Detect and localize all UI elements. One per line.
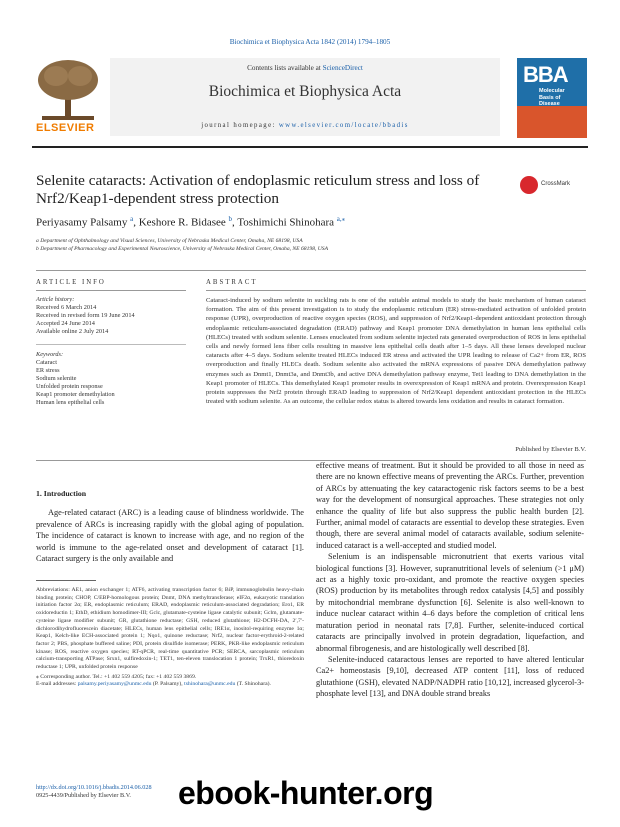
divider bbox=[206, 290, 586, 291]
elsevier-wordmark: ELSEVIER bbox=[36, 122, 95, 134]
homepage-prefix: journal homepage: bbox=[201, 122, 279, 129]
history-label: Article history: bbox=[36, 296, 75, 303]
history-item: Received in revised form 19 June 2014 bbox=[36, 312, 135, 319]
email-prefix: E-mail addresses: bbox=[36, 681, 78, 688]
crossmark-icon bbox=[520, 176, 538, 194]
cover-subtitle-line: Molecular bbox=[539, 88, 565, 94]
keyword: Human lens epithelial cells bbox=[36, 399, 105, 406]
history-item: Available online 2 July 2014 bbox=[36, 328, 109, 335]
footnote-rule bbox=[36, 580, 96, 581]
abstract-heading: ABSTRACT bbox=[206, 279, 258, 286]
email-link[interactable]: palsamy.periyasamy@unmc.edu bbox=[77, 681, 152, 688]
body-paragraph: effective means of treatment. But it should be provided to all those in need as there are no known effective means of preventing the ARCs. Further, prevention of ARCs by attenuating the key cataractogenic risk factors seems to be a best way for the development of nonsurgical approaches. These strategies not only enhance the quality of life but also suppress the public health burden [2]. Further, animal model of cataracts are essential to develop these strategies. Even though, there are several animal model of cataracts available, sodium selenite-induced cataract is a well-accepted and studied model. bbox=[316, 461, 584, 550]
affiliation: b Department of Pharmacology and Experimental Neuroscience, University of Nebraska Medical Center, Omaha, NE 68198, USA bbox=[36, 246, 329, 252]
cover-subtitle-line: Basis of bbox=[539, 94, 561, 101]
keyword: ER stress bbox=[36, 367, 60, 374]
body-paragraph: Age-related cataract (ARC) is a leading cause of blindness worldwide. The prevalence of ARCs is increasing rapidly with the global aging of population. The incidence of cataract is known to increase with age, and no region of the world is immune to the age-related onset and development of cataract [1]. Cataract surgery is the only available and bbox=[36, 508, 304, 564]
journal-banner bbox=[110, 58, 500, 136]
history-item: Accepted 24 June 2014 bbox=[36, 320, 95, 327]
journal-reference[interactable]: Biochimica et Biophysica Acta 1842 (2014) 1794–1805 bbox=[229, 38, 391, 46]
divider bbox=[36, 344, 186, 345]
journal-title: Biochimica et Biophysica Acta bbox=[208, 83, 402, 100]
body-column-left bbox=[36, 488, 304, 564]
journal-header bbox=[32, 58, 592, 142]
published-by: Published by Elsevier B.V. bbox=[515, 446, 586, 453]
keywords-label: Keywords: bbox=[36, 351, 64, 358]
header-rule bbox=[32, 146, 588, 148]
keyword: Keap1 promoter demethylation bbox=[36, 391, 115, 398]
crossmark-label: CrossMark bbox=[541, 181, 571, 187]
author-affiliation-sup[interactable]: b bbox=[228, 215, 233, 223]
footer-doi bbox=[36, 784, 152, 800]
history-item: Received 6 March 2014 bbox=[36, 304, 97, 311]
article-info bbox=[36, 296, 186, 407]
cover-title: BBA bbox=[523, 62, 568, 87]
cover-subtitle bbox=[539, 88, 565, 108]
author-name: Keshore R. Bidasee bbox=[138, 216, 226, 229]
abbreviations-footnote: Abbreviations: AE1, anion exchanger 1; ATF6, activating transcription factor 6; BiP, immunoglobulin heavy-chain binding protein; CHOP, C/EBP-homologous protein; Dnmt, DNA methyltransferase; eIF2α, eukaryotic translation initiation factor 2α; ER, endoplasmic reticulum; ERAD, endoplasmic reticulum-associated degradation; Ero1, ER oxidoreductin 1; EthD, ethidium homodimer-III; Gclc, glutamate-cysteine ligase catalytic subunit; Gclm, glutamate-cysteine ligase modifier subunit; GR, glutathione reductase; GSH, reduced glutathione; H2-DCFH-DA, 2′,7′-dichlorodihydrofluorescein diacetate; HLECs, human lens epithelial cells; IRE1α, inositol-requiring enzyme 1α; Keap1, Kelch-like ECH-associated protein 1; Nqo1, quinone reductase; Nrf2, nuclear factor-erythroid-2-related factor 2; PBS, phosphate buffered saline; PDI, protein disulfide isomerase; PERK, PKR-like endoplasmic reticulum kinase; ROS, reactive oxygen species; RT-qPCR, real-time quantitative PCR; SERCA, sarcoplasmic reticulum calcium-transporting ATPase; Srxn1, sulfiredoxin-1; TET1, ten-eleven translocation 1 protein; TrxR1, thioredoxin reductase 1; UPR, unfolded protein response bbox=[36, 587, 304, 671]
author-list: Periyasamy Palsamy $^a$, Keshore R. Bidasee $^b$, Toshimichi Shinohara $^{a,⁎}$ bbox=[36, 215, 346, 229]
watermark: ebook-hunter.org bbox=[178, 775, 434, 811]
author-affiliation-sup[interactable]: a,⁎ bbox=[336, 215, 346, 223]
article-title: Selenite cataracts: Activation of endoplasmic reticulum stress and loss of Nrf2/Keap1-dependent stress protection bbox=[36, 172, 480, 207]
article-info-heading: ARTICLE INFO bbox=[36, 279, 106, 286]
footnotes bbox=[36, 587, 304, 689]
keyword: Unfolded protein response bbox=[36, 383, 103, 390]
divider bbox=[36, 270, 586, 271]
email-link[interactable]: tshinohara@unmc.edu bbox=[184, 681, 236, 688]
email-footnote bbox=[36, 681, 304, 689]
section-title: 1. Introduction bbox=[36, 489, 87, 498]
affiliation: a Department of Ophthalmology and Visual Sciences, University of Nebraska Medical Center, Omaha, NE 68198, USA bbox=[36, 238, 303, 244]
body-paragraph: Selenite-induced cataractous lenses are reported to have altered lenticular Ca2+ homeostasis [9,10], decreased ATP content [11], loss of reduced glutathione (GSH), elevated NADP/NADPH ratio [10,12], increased glycerol-3-phosphate level [13], and DNA double strand breaks bbox=[316, 654, 584, 699]
email-text: (P. Palsamy), bbox=[151, 681, 185, 688]
crossmark-badge[interactable] bbox=[520, 176, 580, 196]
homepage-link[interactable]: www.elsevier.com/locate/bbadis bbox=[278, 122, 409, 129]
contents-line bbox=[110, 64, 500, 72]
cover-image-band bbox=[517, 106, 587, 138]
body-column-right bbox=[316, 460, 584, 700]
cover-subtitle-line: Disease bbox=[539, 101, 560, 107]
doi-link[interactable]: http://dx.doi.org/10.1016/j.bbadis.2014.06.028 bbox=[36, 784, 152, 791]
abstract-text: Cataract-induced by sodium selenite in suckling rats is one of the suitable animal models to study the basic mechanism of human cataract formation. The aim of this present investigation is to study the endoplasmic reticulum (ER) stress-mediated activation of unfolded protein response (UPR), overproduction of reactive oxygen species (ROS), and suppression of Nrf2/Keap1-dependent antioxidant protection through endoplasmic reticulum-associated degradation (ERAD) pathway and Keap1 promoter DNA demethylation in human lens epithelial cells (HLECs) treated with sodium selenite. Lenses enucleated from sodium selenite injected rats generated overproduction of ROS in lens epithelial cells and newly formed lens fiber cells resulting in massive lens epithelial cells death after 1–5 days. All these lenses developed nuclear cataracts after 4–5 days. Sodium selenite treated HLECs induced ER stress and activated the UPR leading to release of Ca2+ from ER, ROS overproduction and finally HLECs death. Sodium selenite also activated the mRNA expressions of passive DNA demethylation pathway enzymes such as Dnmt1, Dnmt3a, and Dnmt3b, and active DNA demethylation pathway enzyme, Tet1 leading to DNA demethylation in the Keap1 promoter of HLECs. This demethylated Keap1 promoter results in overexpression of Keap1 mRNA and protein. Overexpression Keap1 protein suppresses the Nrf2 protein through ERAD leading to suppression of Nrf2/Keap1 dependent antioxidant protection in the HLECs treated with sodium selenite. As an outcome, the cellular redox status is altered towards lens oxidation and results in cataract formation. bbox=[206, 297, 586, 406]
issn-line: 0925-4439/Published by Elsevier B.V. bbox=[36, 792, 131, 799]
author-name: Periyasamy Palsamy bbox=[36, 216, 128, 229]
corresponding-footnote: ⁎ Corresponding author. Tel.: +1 402 559 4205; fax: +1 402 559 3869. bbox=[36, 673, 197, 680]
keyword: Sodium selenite bbox=[36, 375, 77, 382]
keyword: Cataract bbox=[36, 359, 57, 366]
author-affiliation-sup[interactable]: a bbox=[130, 215, 134, 223]
body-paragraph: Selenium is an indispensable micronutrient that exerts various vital biological functions [3]. However, supranutritional levels of selenium (>1 μM) act as a highly toxic pro-oxidant, and promote the reactive oxygen species (ROS) production by its metabolites through redox catalysis [4,5] and possibly by mitochondrial membrane dysfunction [6]. Selenite is also well-known to induce nuclear cataract within 4–6 days before the completion of critical lens maturation period in neonatal rats [7,8]. Further, selenite-induced cortical cataracts are principally involved in protein degradation, liquefaction, and abnormal fibrogenesis, and are histologically well described [8]. bbox=[316, 552, 584, 653]
divider bbox=[36, 290, 186, 291]
journal-cover bbox=[517, 58, 587, 138]
sciencedirect-link[interactable]: ScienceDirect bbox=[322, 64, 363, 72]
author-name: Toshimichi Shinohara bbox=[237, 216, 335, 229]
email-text: (T. Shinohara). bbox=[235, 681, 271, 688]
contents-prefix: Contents lists available at bbox=[247, 64, 323, 72]
journal-homepage bbox=[110, 122, 500, 129]
